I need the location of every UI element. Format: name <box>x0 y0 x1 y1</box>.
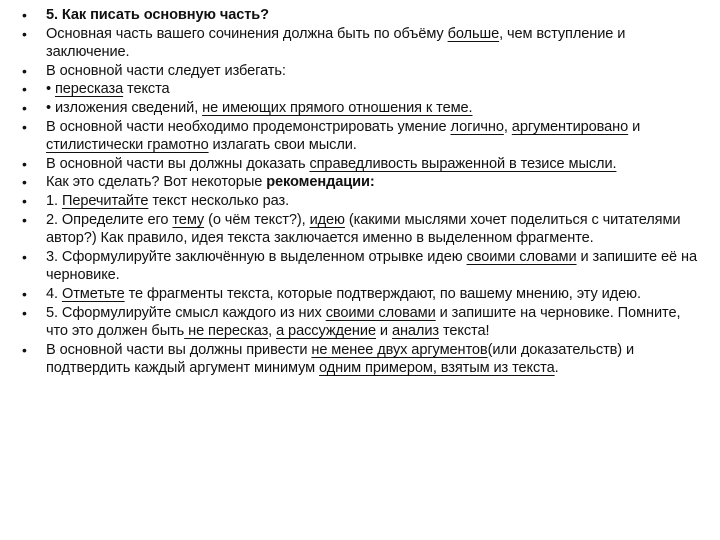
bullet-item-12 <box>20 285 704 304</box>
text-run: , <box>268 323 277 340</box>
bullet-item-6 <box>20 118 704 155</box>
text-run: • изложения сведений, <box>46 99 203 116</box>
underlined-text: не имеющих прямого отношения к теме. <box>202 99 473 116</box>
text-run: В основной части следует избегать: <box>46 62 286 79</box>
text-run: и запишите её на черновике. <box>46 248 697 284</box>
bullet-item-13 <box>20 304 704 341</box>
text-run: излагать свои мысли. <box>208 137 357 154</box>
underlined-text: тему <box>172 211 205 228</box>
underlined-text: больше <box>447 25 500 42</box>
bullet-item-7 <box>20 155 704 174</box>
text-run: 5. Сформулируйте смысл каждого из них <box>46 304 326 321</box>
underlined-text: логично <box>450 118 504 135</box>
underlined-text: стилистически грамотно <box>46 137 209 154</box>
bullet-item-14 <box>20 341 704 378</box>
underlined-text: анализ <box>391 323 439 340</box>
text-run: Как это сделать? Вот некоторые <box>46 174 267 191</box>
text-run: В основной части необходимо продемонстрировать умение <box>46 118 451 135</box>
underlined-text: Перечитайте <box>61 192 149 209</box>
text-run: Основная часть вашего сочинения должна быть по объёму <box>46 25 448 42</box>
underlined-text: своими словами <box>325 304 436 321</box>
bold-text: рекомендации: <box>266 174 375 191</box>
underlined-text: одним примером, взятым из текста <box>319 360 555 377</box>
bullet-item-1 <box>20 6 704 25</box>
text-run: 4. <box>46 285 62 302</box>
text-run: (о чём текст?), <box>204 211 310 228</box>
text-run: и запишите на черновике. Помните, что это должен быть <box>46 304 681 340</box>
underlined-text: а рассуждение <box>276 323 376 340</box>
underlined-text: не пересказ <box>184 323 269 340</box>
text-run: В основной части вы должны доказать <box>46 155 310 172</box>
underlined-text: идею <box>309 211 345 228</box>
text-run: , <box>503 118 512 135</box>
text-run: текст несколько раз. <box>148 192 290 209</box>
text-run: В основной части вы должны привести <box>46 341 312 358</box>
bullet-item-5 <box>20 99 704 118</box>
bullet-item-3 <box>20 62 704 81</box>
text-run: , чем вступление и заключение. <box>46 25 626 61</box>
text-run: . <box>554 360 559 377</box>
text-run: (или доказательств) и подтвердить каждый аргумент минимум <box>46 341 635 377</box>
text-run: текста! <box>439 323 490 340</box>
underlined-text: не менее двух аргументов <box>311 341 488 358</box>
bullet-item-8 <box>20 173 704 192</box>
bullet-item-9 <box>20 192 704 211</box>
bold-text: 5. Как писать основную часть? <box>46 7 269 23</box>
text-run: 3. Сформулируйте заключённую в выделенном отрывке идею <box>46 248 467 265</box>
underlined-text: пересказа <box>54 81 124 98</box>
text-run: 1. <box>46 192 62 209</box>
underlined-text: Отметьте <box>61 285 125 302</box>
text-run: 2. Определите его <box>46 211 173 228</box>
text-run: (какими мыслями хочет поделиться с читателями автор?) Как правило, идея текста заключается именно в выделенном фрагменте. <box>46 211 681 247</box>
bullet-item-4 <box>20 80 704 99</box>
text-run: и <box>375 323 392 340</box>
text-run: те фрагменты текста, которые подтверждают, по вашему мнению, эту идею. <box>124 285 641 302</box>
text-run: текста <box>123 81 170 98</box>
bullet-list <box>20 6 704 378</box>
bullet-item-11 <box>20 248 704 285</box>
bullet-item-2 <box>20 25 704 62</box>
underlined-text: аргументировано <box>511 118 629 135</box>
text-run: • <box>46 81 55 98</box>
bullet-item-10 <box>20 211 704 248</box>
underlined-text: справедливость выраженной в тезисе мысли. <box>309 155 617 172</box>
underlined-text: своими словами <box>466 248 577 265</box>
text-run: и <box>628 118 641 135</box>
